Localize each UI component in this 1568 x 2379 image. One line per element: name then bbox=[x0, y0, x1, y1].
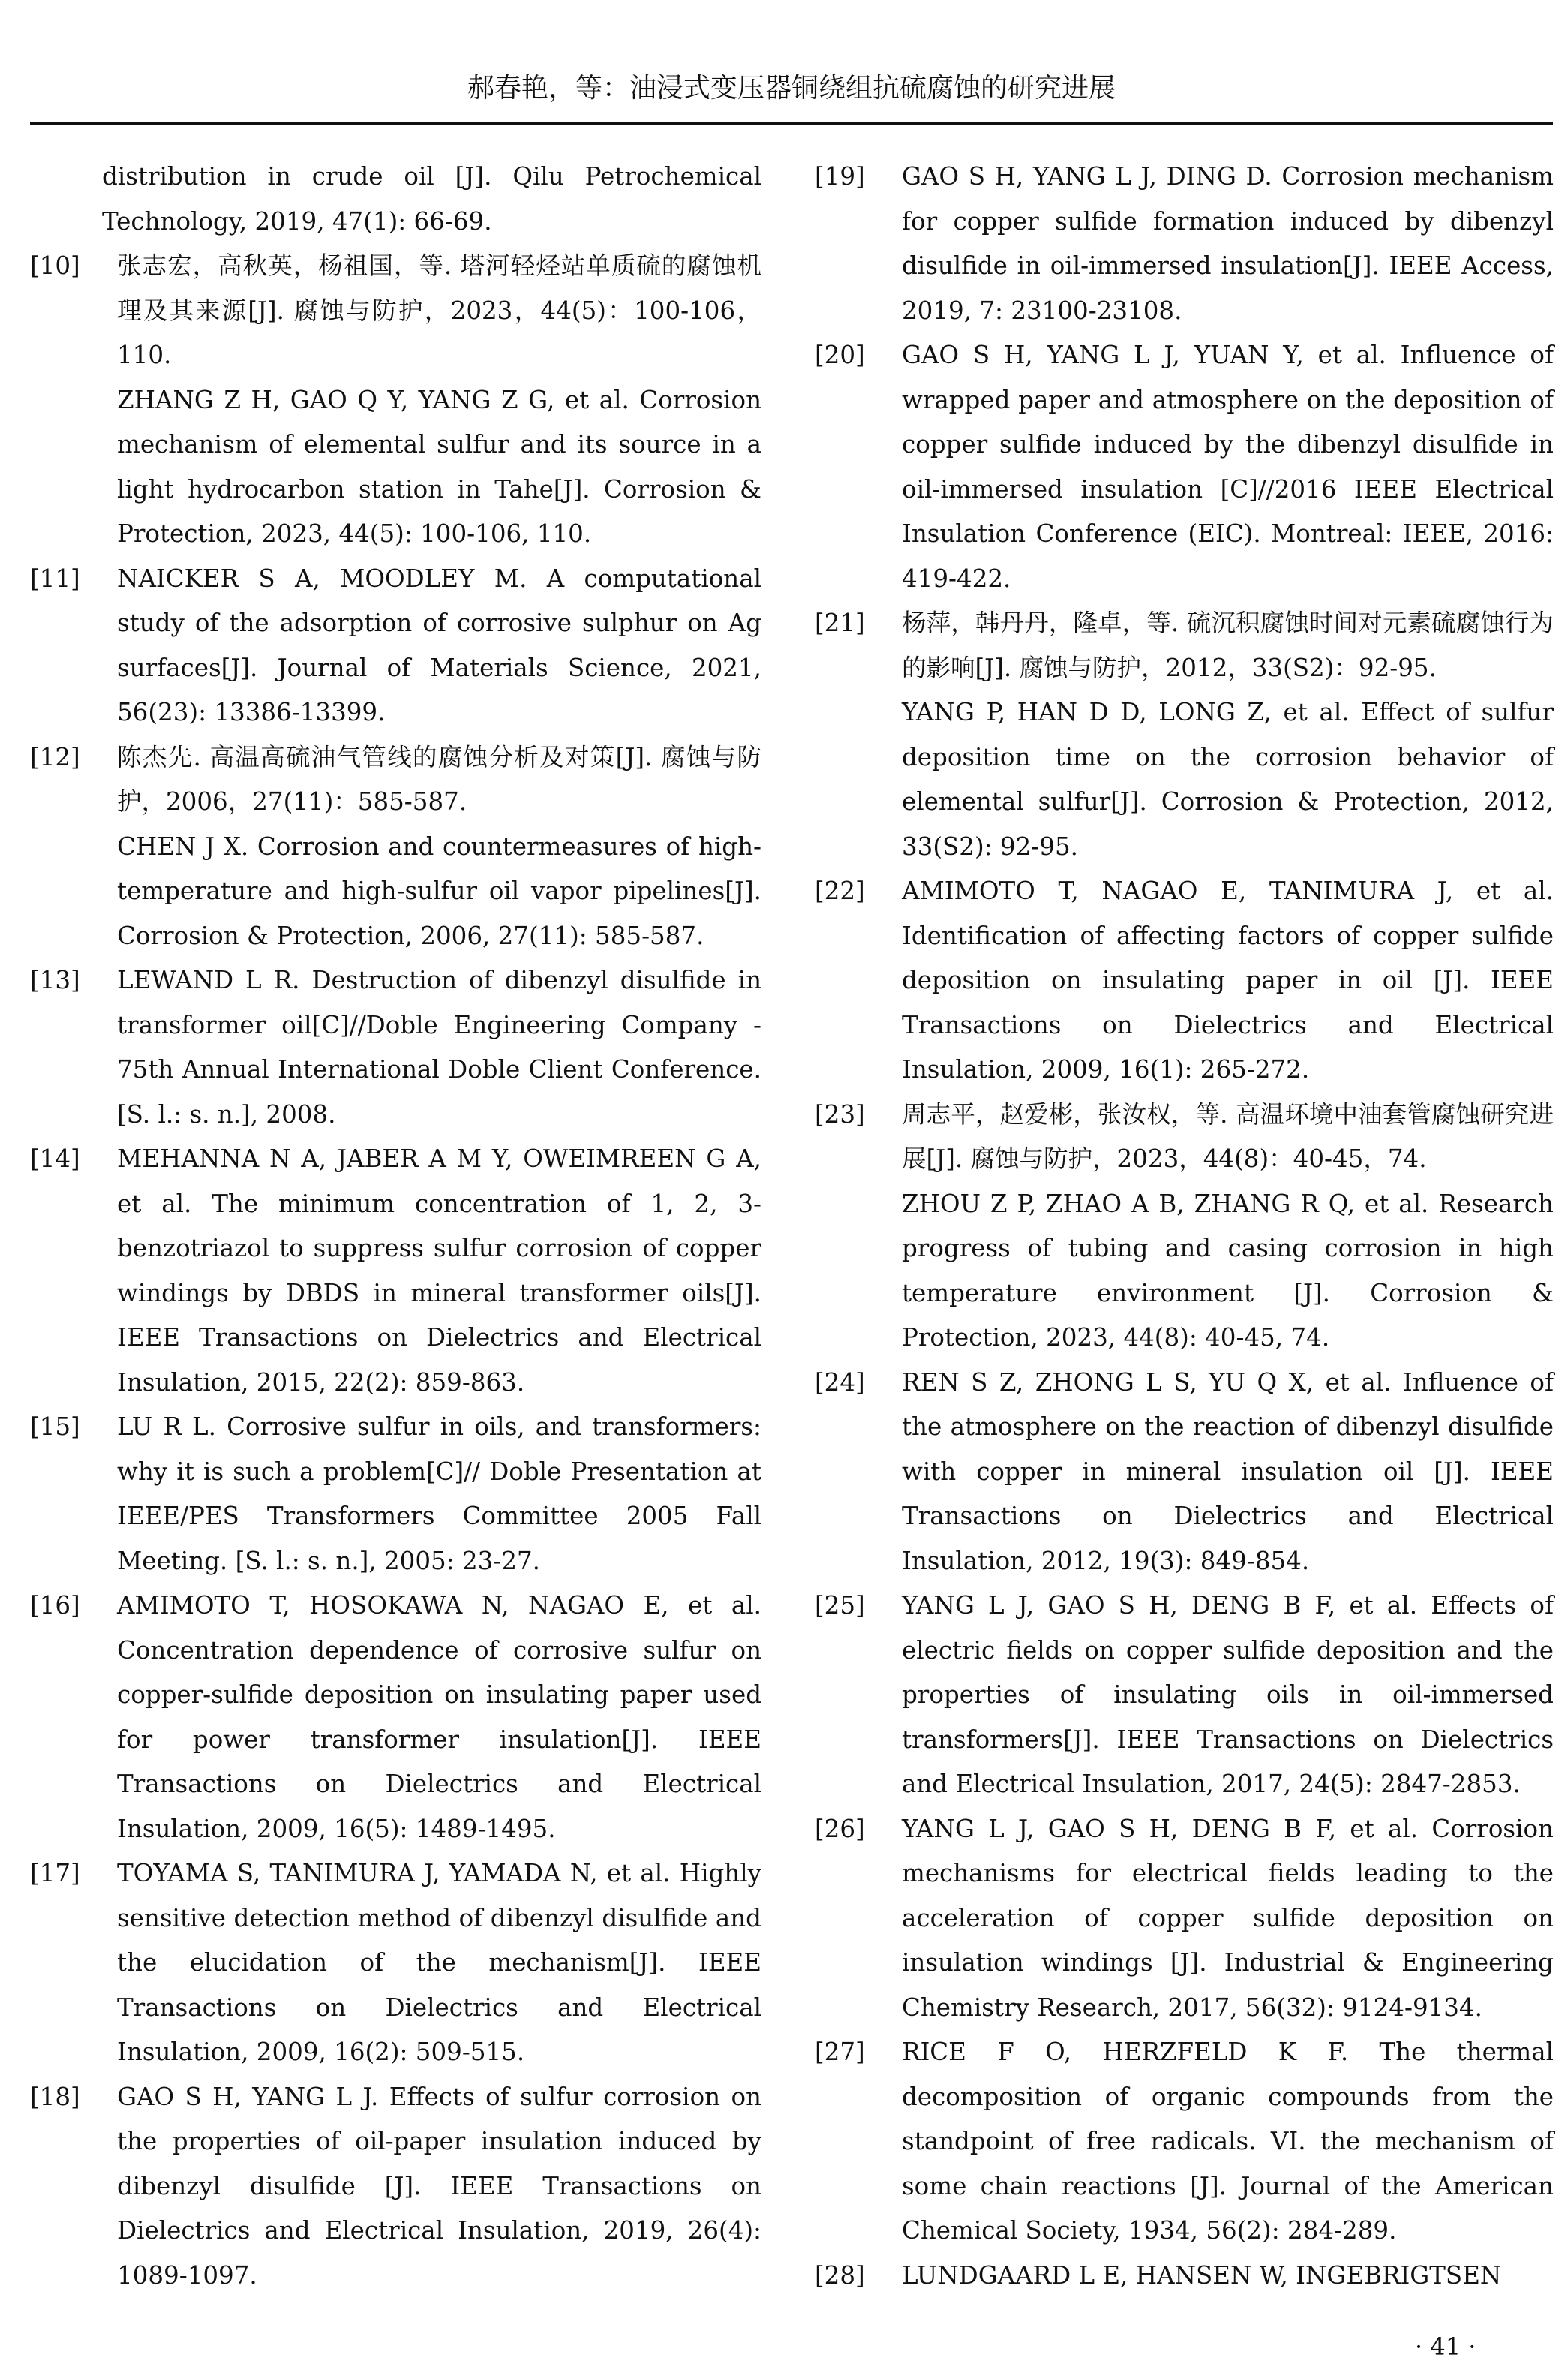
reference-number: [28] bbox=[815, 2260, 865, 2290]
reference-entry bbox=[815, 155, 1554, 333]
reference-entry bbox=[815, 1807, 1554, 2031]
reference-english-text: ZHOU Z P, ZHAO A B, ZHANG R Q, et al. Research progress of tubing and casing corrosion in high temperature environment [J]. Corrosion & Protection, 2023, 44(8): 40-45, 74. bbox=[902, 1189, 1554, 1352]
reference-entry bbox=[30, 1851, 761, 2075]
reference-text: LEWAND L R. Destruction of dibenzyl disulfide in transformer oil[C]//Doble Engineering Company - 75th Annual International Doble Client Conference. [S. l.: s. n.], 2008. bbox=[117, 966, 761, 1129]
reference-number: [17] bbox=[30, 1859, 80, 1887]
reference-text: NAICKER S A, MOODLEY M. A computational study of the adsorption of corrosive sulphur on Ag surfaces[J]. Journal of Materials Science, 2021, 56(23): 13386-13399. bbox=[117, 564, 761, 726]
reference-text: GAO S H, YANG L J, YUAN Y, et al. Influence of wrapped paper and atmosphere on the deposition of copper sulfide induced by the dibenzyl disulfide in oil-immersed insulation [C]//2016 IEEE Electrical Insulation Conference (EIC). Montreal: IEEE, 2016: 419-422. bbox=[902, 341, 1554, 593]
reference-entry bbox=[815, 1583, 1554, 1807]
page-number bbox=[1415, 2332, 1476, 2361]
reference-number: [21] bbox=[815, 609, 865, 637]
right-reference-list bbox=[815, 155, 1554, 2298]
reference-number: [27] bbox=[815, 2038, 865, 2066]
reference-number: [12] bbox=[30, 742, 80, 771]
reference-number: [26] bbox=[815, 1814, 865, 1843]
reference-entry bbox=[815, 601, 1554, 869]
reference-text: RICE F O, HERZFELD K F. The thermal decomposition of organic compounds from the standpoint of free radicals. VI. the mechanism of some chain reactions [J]. Journal of the American Chemical Society, 1934, 56(2): 284-289. bbox=[902, 2038, 1554, 2245]
reference-text: LUNDGAARD L E, HANSEN W, INGEBRIGTSEN bbox=[902, 2260, 1502, 2290]
reference-english-text: YANG P, HAN D D, LONG Z, et al. Effect of sulfur deposition time on the corrosion behavior of elemental sulfur[J]. Corrosion & Protection, 2012, 33(S2): 92-95. bbox=[902, 698, 1554, 861]
reference-text: 陈杰先. 高温高硫油气管线的腐蚀分析及对策[J]. 腐蚀与防护，2006，27(11)：585-587. bbox=[117, 742, 761, 816]
reference-continuation bbox=[30, 155, 761, 244]
reference-entry bbox=[815, 333, 1554, 601]
reference-number: [22] bbox=[815, 877, 865, 905]
reference-entry bbox=[30, 1405, 761, 1583]
reference-text: MEHANNA N A, JABER A M Y, OWEIMREEN G A, et al. The minimum concentration of 1, 2, 3-benzotriazol to suppress sulfur corrosion of copper windings by DBDS in mineral transformer oils[J]. IEEE Transactions on Dielectrics and Electrical Insulation, 2015, 22(2): 859-863. bbox=[117, 1144, 761, 1397]
reference-text: REN S Z, ZHONG L S, YU Q X, et al. Influence of the atmosphere on the reaction of dibenzyl disulfide with copper in mineral insulation oil [J]. IEEE Transactions on Dielectrics and Electrical Insulation, 2012, 19(3): 849-854. bbox=[902, 1367, 1554, 1575]
reference-text: YANG L J, GAO S H, DENG B F, et al. Corrosion mechanisms for electrical fields leading to the acceleration of copper sulfide deposition on insulation windings [J]. Industrial & Engineering Chemistry Research, 2017, 56(32): 9124-9134. bbox=[902, 1814, 1554, 2022]
reference-text: 张志宏，高秋英，杨祖国，等. 塔河轻烃站单质硫的腐蚀机理及其来源[J]. 腐蚀与防护，2023，44(5)：100-106，110. bbox=[117, 251, 761, 369]
reference-text: LU R L. Corrosive sulfur in oils, and transformers: why it is such a problem[C]// Doble Presentation at IEEE/PES Transformers Committee 2005 Fall Meeting. [S. l.: s. n.], 2005: 23-27. bbox=[117, 1412, 761, 1575]
reference-number: [19] bbox=[815, 162, 865, 191]
reference-number: [14] bbox=[30, 1144, 80, 1173]
reference-entry bbox=[30, 2075, 761, 2299]
reference-number: [23] bbox=[815, 1099, 865, 1129]
reference-number: [25] bbox=[815, 1591, 865, 1620]
reference-entry bbox=[815, 2254, 1554, 2299]
reference-english-text: ZHANG Z H, GAO Q Y, YANG Z G, et al. Corrosion mechanism of elemental sulfur and its source in a light hydrocarbon station in Tahe[J]. Corrosion & Protection, 2023, 44(5): 100-106, 110. bbox=[117, 385, 761, 548]
running-header-title: 郝春艳，等：油浸式变压器铜绕组抗硫腐蚀的研究进展 bbox=[467, 73, 1116, 104]
reference-entry bbox=[815, 2030, 1554, 2254]
reference-entry bbox=[30, 1137, 761, 1405]
reference-text: AMIMOTO T, HOSOKAWA N, NAGAO E, et al. Concentration dependence of corrosive sulfur on copper-sulfide deposition on insulating paper used for power transformer insulation[J]. IEEE Transactions on Dielectrics and Electrical Insulation, 2009, 16(5): 1489-1495. bbox=[117, 1591, 761, 1843]
reference-number: [11] bbox=[30, 564, 80, 593]
reference-text: TOYAMA S, TANIMURA J, YAMADA N, et al. Highly sensitive detection method of dibenzyl disulfide and the elucidation of the mechanism[J]. IEEE Transactions on Dielectrics and Electrical Insulation, 2009, 16(2): 509-515. bbox=[117, 1859, 761, 2066]
reference-english-text: CHEN J X. Corrosion and countermeasures of high-temperature and high-sulfur oil vapor pipelines[J]. Corrosion & Protection, 2006, 27(11): 585-587. bbox=[117, 832, 761, 950]
reference-number: [18] bbox=[30, 2082, 80, 2111]
reference-entry bbox=[815, 1093, 1554, 1361]
reference-continuation-text: distribution in crude oil [J]. Qilu Petrochemical Technology, 2019, 47(1): 66-69. bbox=[102, 162, 761, 236]
reference-number: [20] bbox=[815, 341, 865, 369]
reference-number: [13] bbox=[30, 966, 80, 994]
reference-number: [10] bbox=[30, 251, 80, 280]
reference-number: [24] bbox=[815, 1367, 865, 1397]
reference-text: 杨萍，韩丹丹，隆卓，等. 硫沉积腐蚀时间对元素硫腐蚀行为的影响[J]. 腐蚀与防护，2012，33(S2)：92-95. bbox=[902, 609, 1554, 682]
page-number-text: · 41 · bbox=[1415, 2332, 1476, 2361]
reference-text: AMIMOTO T, NAGAO E, TANIMURA J, et al. Identification of affecting factors of copper sulfide deposition on insulating paper in oil [J]. IEEE Transactions on Dielectrics and Electrical Insulation, 2009, 16(1): 265-272. bbox=[902, 877, 1554, 1084]
reference-entry bbox=[30, 244, 761, 557]
reference-entry bbox=[30, 1583, 761, 1851]
reference-text: 周志平，赵爱彬，张汝权，等. 高温环境中油套管腐蚀研究进展[J]. 腐蚀与防护，2023，44(8)：40-45，74. bbox=[902, 1099, 1554, 1173]
running-header bbox=[30, 66, 1553, 125]
right-column bbox=[815, 155, 1554, 2298]
reference-entry bbox=[30, 958, 761, 1137]
reference-text: GAO S H, YANG L J, DING D. Corrosion mechanism for copper sulfide formation induced by dibenzyl disulfide in oil-immersed insulation[J]. IEEE Access, 2019, 7: 23100-23108. bbox=[902, 162, 1554, 325]
reference-text: YANG L J, GAO S H, DENG B F, et al. Effects of electric fields on copper sulfide deposition and the properties of insulating oils in oil-immersed transformers[J]. IEEE Transactions on Dielectrics and Electrical Insulation, 2017, 24(5): 2847-2853. bbox=[902, 1591, 1554, 1798]
reference-number: [15] bbox=[30, 1412, 80, 1441]
reference-entry bbox=[30, 557, 761, 735]
reference-number: [16] bbox=[30, 1591, 80, 1620]
left-reference-list bbox=[30, 244, 761, 2298]
reference-entry bbox=[815, 869, 1554, 1093]
reference-entry bbox=[30, 735, 761, 959]
left-column bbox=[30, 155, 761, 2298]
reference-text: GAO S H, YANG L J. Effects of sulfur corrosion on the properties of oil-paper insulation induced by dibenzyl disulfide [J]. IEEE Transactions on Dielectrics and Electrical Insulation, 2019, 26(4): 1089-1097. bbox=[117, 2082, 761, 2290]
reference-entry bbox=[815, 1361, 1554, 1584]
